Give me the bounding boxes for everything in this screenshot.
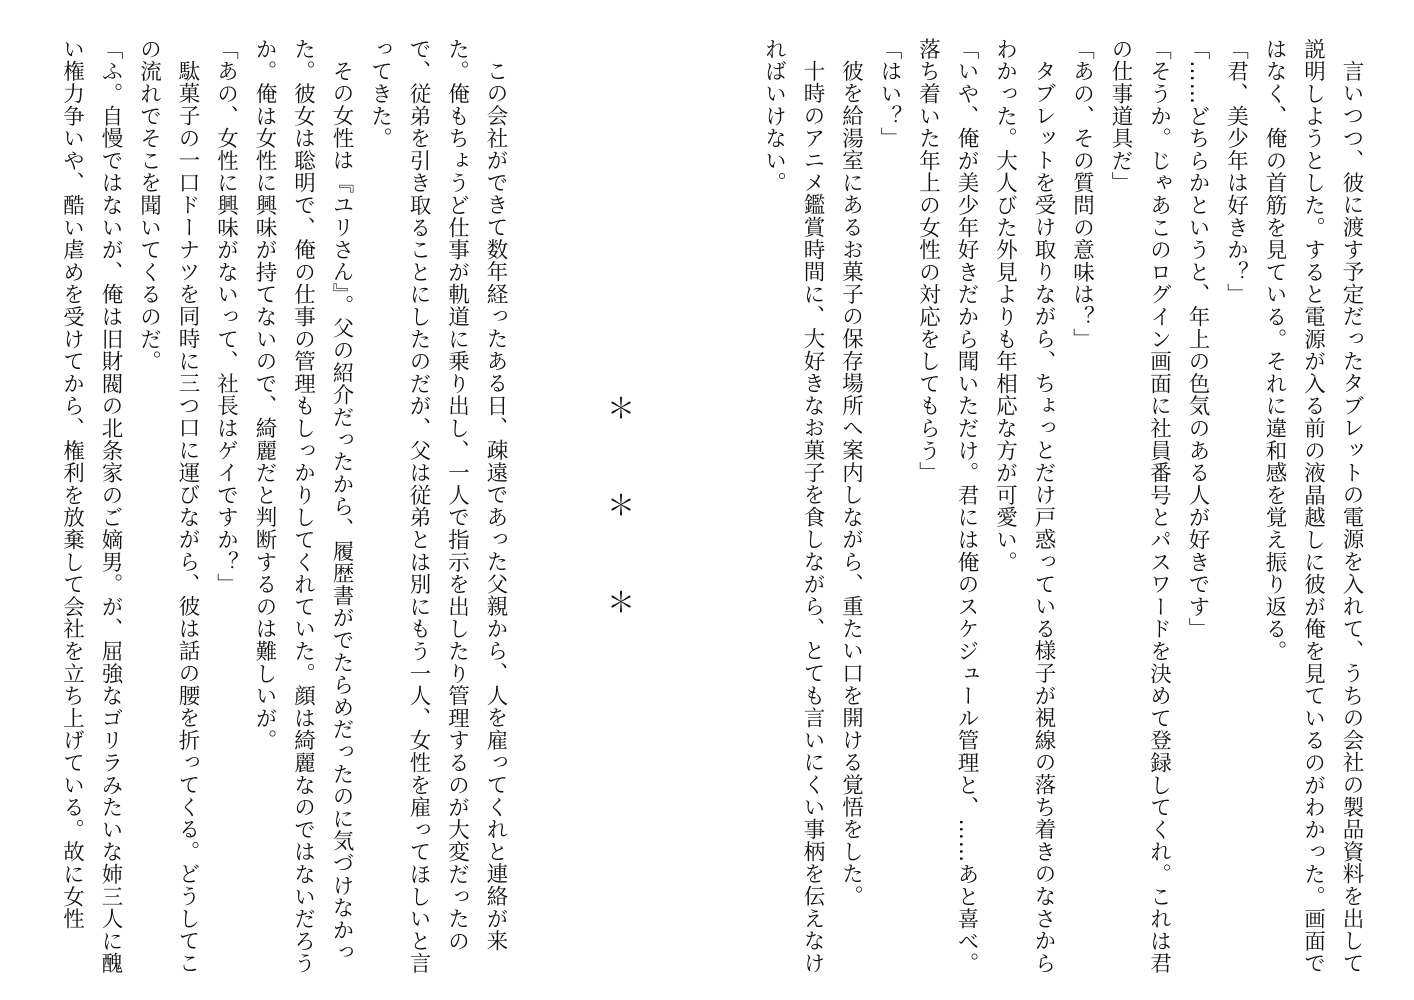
right-page-text [754, 38, 1370, 978]
paragraph-dialog: 「……どちらかというと、年上の色気のある人が好きです」 [1185, 38, 1210, 641]
paragraph-dialog: 「はい？」 [877, 38, 902, 150]
paragraph-narration: その女性は『ユリさん』。父の紹介だったから、履歴書がでたらめだったのに気づけなかった。彼女は聡明で、俺の仕事の管理もしっかりしてくれていた。顔は綺麗なのではないだろうか。俺は女性に興味が持てないので、綺麗だと判断するのは難しいが。 [252, 38, 354, 975]
paragraph-narration: この会社ができて数年経ったある日、疎遠であった父親から、人を雇ってくれと連絡が来た。俺もちょうど仕事が軌道に乗り出し、一人で指示を出したり管理するのが大変だったので、従弟を引き取ることにしたのだが、父は従弟とは別にもう一人、女性を雇ってほしいと言ってきた。 [367, 38, 508, 975]
paragraph-narration: 彼を給湯室にあるお菓子の保存場所へ案内しながら、重たい口を開ける覚悟をした。 [838, 59, 864, 907]
left-page-text [52, 38, 514, 978]
paragraph-narration: タブレットを受け取りながら、ちょっとだけ戸惑っている様子が視線の落ち着きのなさからわかった。大人びた外見よりも年相応な方が可愛い。 [992, 38, 1056, 974]
paragraph-narration: 十時のアニメ鑑賞時間に、大好きなお菓子を食しながら、とても言いにくい事柄を伝えなければいけない。 [761, 38, 825, 974]
paragraph-dialog: 「いや、俺が美少年好きだから聞いただけ。君には俺のスケジュール管理と、……あと喜べ。落ち着いた年上の女性の対応をしてもらう」 [915, 38, 979, 975]
section-separator [607, 392, 636, 686]
paragraph-dialog: 「君、美少年は好きか？」 [1223, 38, 1249, 306]
paragraph-dialog: 「そうか。じゃあこのログイン画面に社員番号とパスワードを決めて登録してくれ。これは君の仕事道具だ」 [1108, 38, 1172, 975]
separator-star: ＊ [607, 586, 636, 619]
paragraph-dialog: 「ふ。自慢ではないが、俺は旧財閥の北条家のご嫡男。が、屈強なゴリラみたいな姉三人に醜い権力争いや、酷い虐めを受けてから、権利を放棄して会社を立ち上げている。故に女性 [59, 38, 123, 975]
separator-star: ＊ [607, 392, 636, 425]
paragraph-dialog: 「あの、女性に興味がないって、社長はゲイですか？」 [213, 38, 239, 596]
paragraph-narration: 言いつつ、彼に渡す予定だったタブレットの電源を入れて、うちの会社の製品資料を出して説明しようとした。すると電源が入る前の液晶越しに彼が俺を見ているのがわかった。画面ではなく、俺の首筋を見ている。それに違和感を覚え振り返る。 [1262, 38, 1364, 975]
paragraph-narration: 駄菓子の一口ドーナツを同時に三つ口に運びながら、彼は話の腰を折ってくる。どうしてこの流れでそこを聞いてくるのだ。 [136, 38, 200, 974]
separator-star: ＊ [607, 489, 636, 522]
paragraph-dialog: 「あの、その質問の意味は？」 [1069, 38, 1095, 351]
